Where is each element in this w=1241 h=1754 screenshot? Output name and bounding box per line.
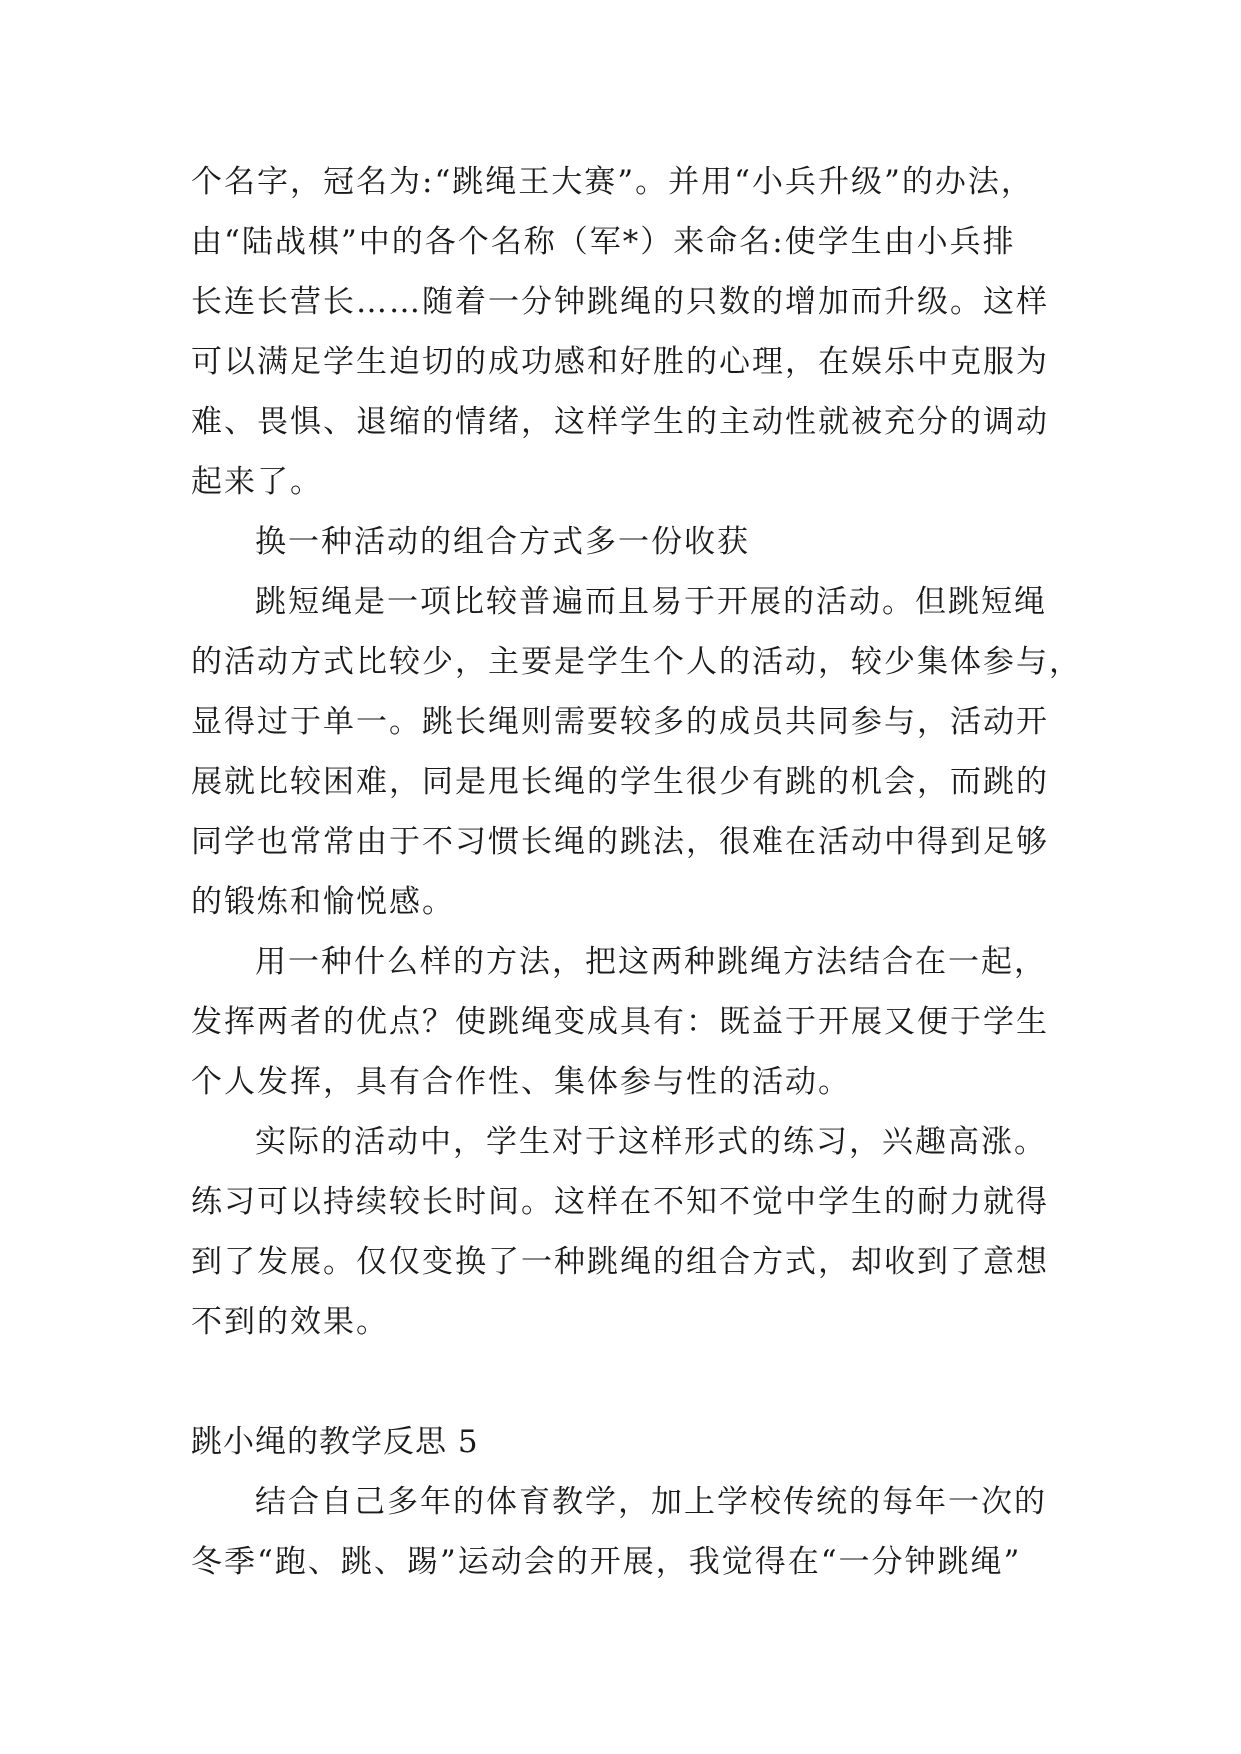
paragraph <box>191 572 1082 932</box>
subheading <box>191 512 1051 572</box>
text-line: 个名字，冠名为:“跳绳王大赛”。并用“小兵升级”的办法， <box>191 164 1034 200</box>
text-line: 可以满足学生迫切的成功感和好胜的心理，在娱乐中克服为 <box>191 344 1049 380</box>
text-line: 发挥两者的优点？使跳绳变成具有：既益于开展又便于学生 <box>191 1004 1049 1040</box>
text-line: 展就比较困难，同是甩长绳的学生很少有跳的机会，而跳的 <box>191 764 1049 800</box>
text-line: 跳短绳是一项比较普遍而且易于开展的活动。但跳短绳 <box>255 584 1047 620</box>
text-line: 长连长营长……随着一分钟跳绳的只数的增加而升级。这样 <box>191 284 1049 320</box>
text-line: 结合自己多年的体育教学，加上学校传统的每年一次的 <box>255 1484 1047 1520</box>
text-line: 的锻炼和愉悦感。 <box>191 884 455 920</box>
text-line: 不到的效果。 <box>191 1304 389 1340</box>
text-line: 用一种什么样的方法，把这两种跳绳方法结合在一起， <box>255 944 1047 980</box>
paragraph <box>191 1472 1051 1592</box>
text-line: 难、畏惧、退缩的情绪，这样学生的主动性就被充分的调动 <box>191 404 1049 440</box>
text-line: 练习可以持续较长时间。这样在不知不觉中学生的耐力就得 <box>191 1184 1049 1220</box>
document-body <box>191 152 1082 1592</box>
paragraph <box>191 152 1051 512</box>
text-line: 实际的活动中，学生对于这样形式的练习，兴趣高涨。 <box>255 1124 1047 1160</box>
text-line: 的活动方式比较少，主要是学生个人的活动，较少集体参与， <box>191 644 1082 680</box>
text-line: 个人发挥，具有合作性、集体参与性的活动。 <box>191 1064 851 1100</box>
section-title: 跳小绳的教学反思 5 <box>191 1424 479 1460</box>
text-line: 冬季“跑、跳、踢”运动会的开展，我觉得在“一分钟跳绳” <box>191 1544 1022 1580</box>
paragraph <box>191 932 1051 1112</box>
section-gap <box>191 1352 1051 1412</box>
paragraph <box>191 1112 1051 1352</box>
text-line: 由“陆战棋”中的各个名称（军*）来命名:使学生由小兵排 <box>191 224 1016 260</box>
text-line: 到了发展。仅仅变换了一种跳绳的组合方式，却收到了意想 <box>191 1244 1049 1280</box>
text-line: 起来了。 <box>191 464 323 500</box>
text-line: 同学也常常由于不习惯长绳的跳法，很难在活动中得到足够 <box>191 824 1049 860</box>
text-line: 显得过于单一。跳长绳则需要较多的成员共同参与，活动开 <box>191 704 1049 740</box>
subheading-text: 换一种活动的组合方式多一份收获 <box>255 524 750 560</box>
